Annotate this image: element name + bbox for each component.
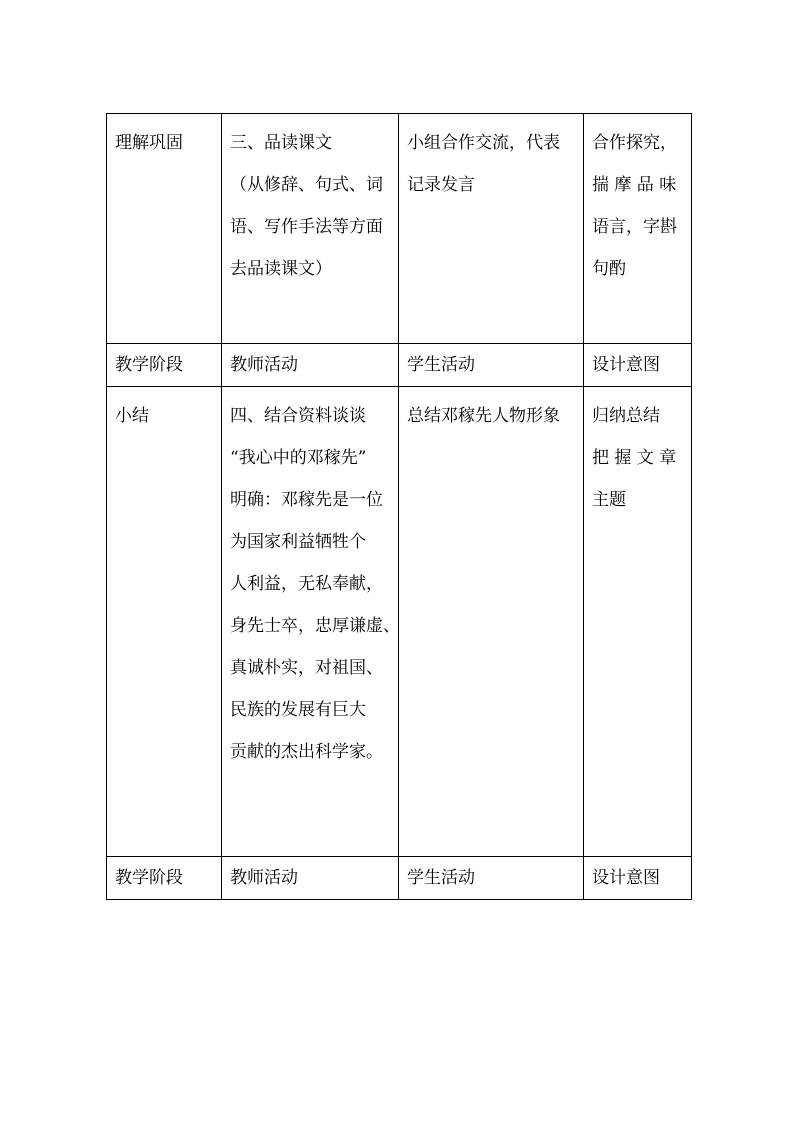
- student-activity-cell: 小组合作交流，代表 记录发言: [399, 114, 584, 344]
- teacher-activity-cell: 三、品读课文 （从修辞、句式、词 语、写作手法等方面 去品读课文）: [222, 114, 399, 344]
- table-header-row: [107, 857, 692, 900]
- header-teacher-activity: 教师活动: [222, 857, 399, 900]
- header-design-intent: 设计意图: [584, 857, 692, 900]
- header-student-activity: 学生活动: [399, 344, 584, 387]
- table-row: [107, 114, 692, 344]
- design-intent-cell: 归纳总结 把 握 文 章 主题: [584, 387, 692, 857]
- header-stage: 教学阶段: [107, 344, 222, 387]
- lesson-plan-table: [106, 113, 692, 900]
- header-design-intent: 设计意图: [584, 344, 692, 387]
- teacher-activity-cell: 四、结合资料谈谈 “我心中的邓稼先” 明确：邓稼先是一位 为国家利益牺牲个 人利益，无私奉献， 身先士卒，忠厚谦虚、 真诚朴实，对祖国、 民族的发展有巨大 贡献的杰出科学家。: [222, 387, 399, 857]
- table-header-row: [107, 344, 692, 387]
- design-intent-cell: 合作探究， 揣 摩 品 味 语言，字斟 句酌: [584, 114, 692, 344]
- student-activity-cell: 总结邓稼先人物形象: [399, 387, 584, 857]
- header-teacher-activity: 教师活动: [222, 344, 399, 387]
- header-stage: 教学阶段: [107, 857, 222, 900]
- stage-cell: 小结: [107, 387, 222, 857]
- header-student-activity: 学生活动: [399, 857, 584, 900]
- stage-cell: 理解巩固: [107, 114, 222, 344]
- table-row: [107, 387, 692, 857]
